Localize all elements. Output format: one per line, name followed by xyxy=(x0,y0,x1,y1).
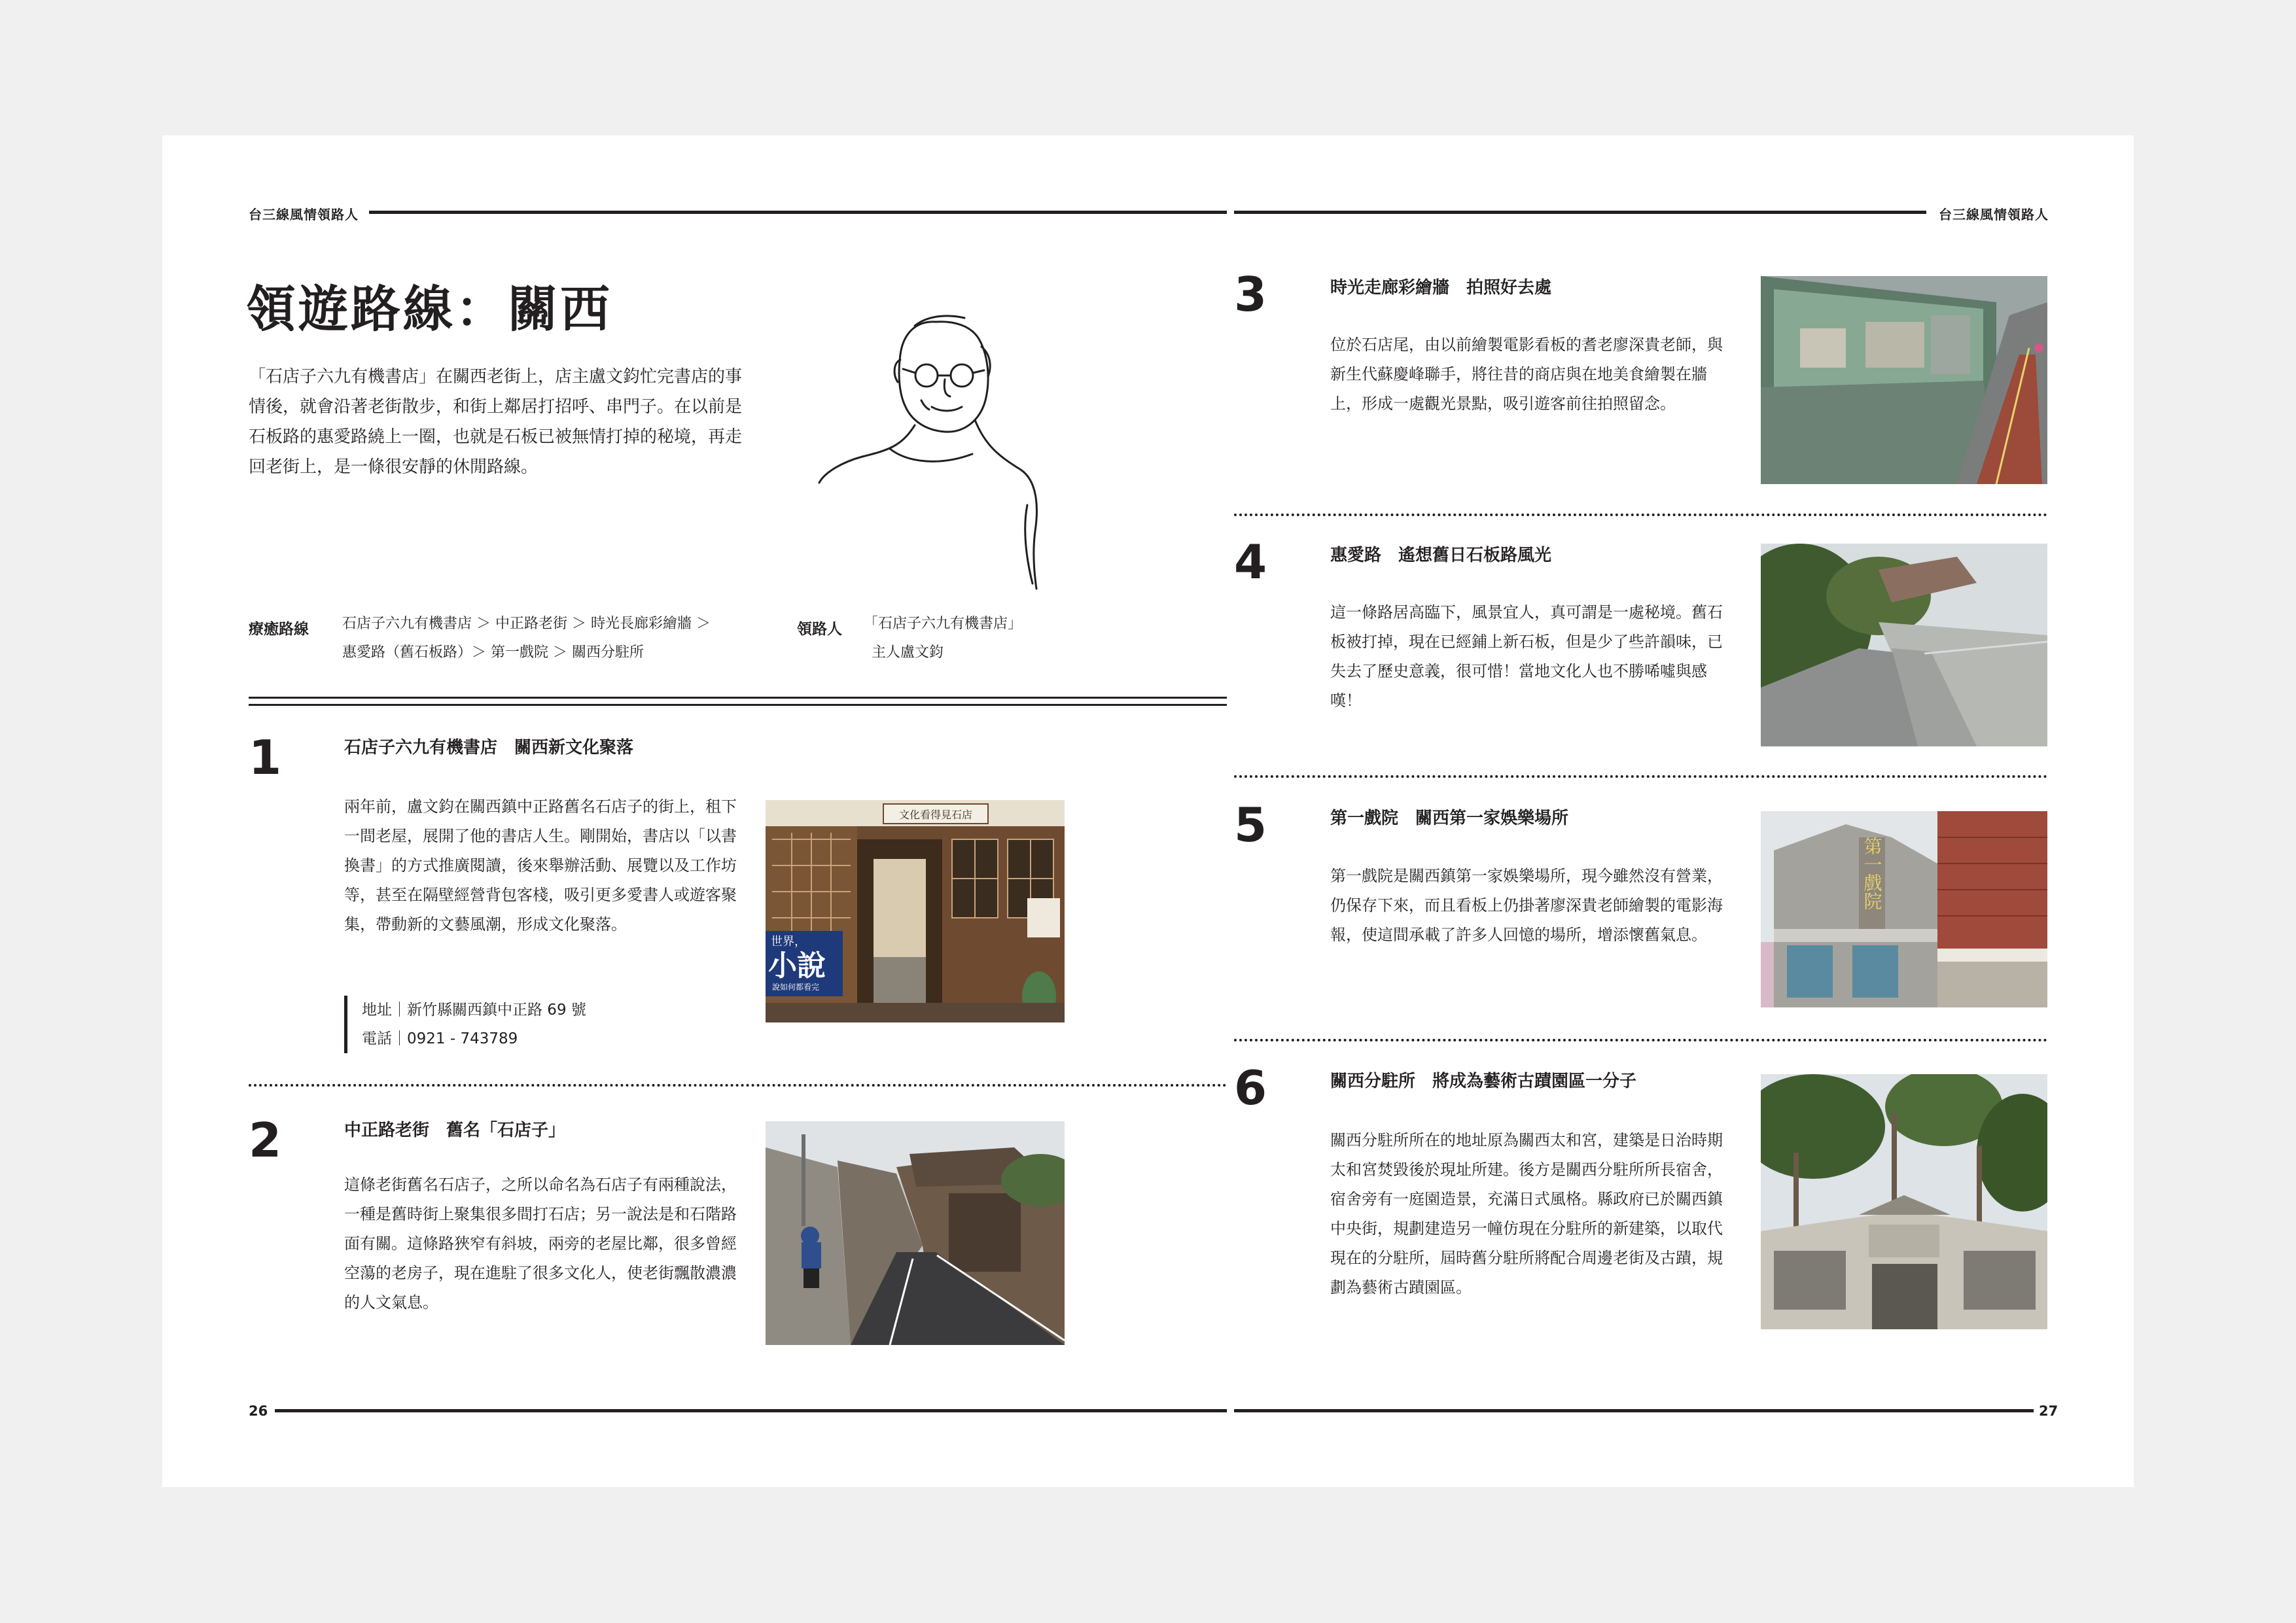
section-3-title: 時光走廊彩繪牆 拍照好去處 xyxy=(1330,278,1552,298)
page-title: 領遊路線：關西 xyxy=(246,280,612,338)
section-divider-5 xyxy=(1234,1039,2047,1041)
route-line-2: 惠愛路（舊石板路）＞ 第一戲院 ＞ 關西分駐所 xyxy=(342,644,644,661)
section-4-number: 4 xyxy=(1234,534,1267,589)
route-double-rule xyxy=(249,697,1227,699)
bookstore-banner-top: 世界， xyxy=(771,935,806,949)
section-6-number: 6 xyxy=(1234,1060,1267,1115)
section-3-number: 3 xyxy=(1234,267,1267,322)
route-label: 療癒路線 xyxy=(249,621,309,638)
section-1-phone: 電話｜0921 - 743789 xyxy=(344,1024,586,1053)
section-5-title: 第一戲院 關西第一家娛樂場所 xyxy=(1330,809,1569,828)
folio-right: 27 xyxy=(2039,1403,2058,1419)
guansi-police-station-photo xyxy=(1761,1074,2047,1329)
section-2-number: 2 xyxy=(249,1113,282,1168)
route-line-1: 石店子六九有機書店 ＞ 中正路老街 ＞ 時光長廊彩繪牆 ＞ xyxy=(342,616,711,632)
mural-wall-photo xyxy=(1761,276,2047,484)
footer-rule-right xyxy=(1234,1409,2034,1412)
running-title-right: 台三線風情領路人 xyxy=(1939,207,2049,222)
huiai-road-photo xyxy=(1761,544,2047,746)
section-1-number: 1 xyxy=(249,730,282,785)
section-1-body: 兩年前，盧文鈞在關西鎮中正路舊名石店子的街上，租下一間老屋，展開了他的書店人生。剛開始，書店以「以書換書」的方式推廣閱讀，後來舉辦活動、展覽以及工作坊等，甚至在隔壁經營背包客棧，吸引更多愛書人或遊客聚集，帶動新的文藝風潮，形成文化聚落。 xyxy=(344,797,737,934)
first-theater-photo xyxy=(1761,811,2047,1007)
section-1-title: 石店子六九有機書店 關西新文化聚落 xyxy=(344,738,634,758)
section-1-address: 地址｜新竹縣關西鎮中正路 69 號 xyxy=(344,996,586,1024)
bookstore-sign-text: 文化看得見石店 xyxy=(898,809,973,821)
section-1-contact xyxy=(344,996,586,1053)
bookstore-banner-small: 說如何都看完 xyxy=(772,983,820,992)
section-3-body: 位於石店尾，由以前繪製電影看板的耆老廖深貴老師，與新生代蘇慶峰聯手，將往昔的商店與在地美食繪製在牆上，形成一處觀光景點，吸引遊客前往拍照留念。 xyxy=(1330,336,1723,413)
section-2-body: 這條老街舊名石店子，之所以命名為石店子有兩種說法，一種是舊時街上聚集很多間打石店；另一說法是和石階路面有關。這條路狹窄有斜坡，兩旁的老屋比鄰，很多曾經空蕩的老房子，現在進駐了很多文化人，使老街飄散濃濃的人文氣息。 xyxy=(344,1176,737,1312)
guide-portrait-sketch xyxy=(817,309,1065,593)
guide-line-2: 主人盧文鈞 xyxy=(872,644,944,661)
header-rule-left xyxy=(369,211,1227,214)
folio-left: 26 xyxy=(249,1403,268,1419)
guide-label: 領路人 xyxy=(797,621,842,638)
section-6-body: 關西分駐所所在的地址原為關西太和宮，建築是日治時期太和宮焚毀後於現址所建。後方是關西分駐所所長宿舍，宿舍旁有一庭園造景，充滿日式風格。縣政府已於關西鎮中央街，規劃建造另一幢仿現在分駐所的新建築，以取代現在的分駐所，屆時舊分駐所將配合周邊老街及古蹟，規劃為藝術古蹟園區。 xyxy=(1330,1131,1723,1297)
section-5-number: 5 xyxy=(1234,797,1267,852)
section-4-title: 惠愛路 遙想舊日石板路風光 xyxy=(1330,546,1552,565)
old-street-photo xyxy=(766,1121,1065,1345)
bookstore-banner-big: 小說 xyxy=(768,949,826,983)
section-6-title: 關西分駐所 將成為藝術古蹟園區一分子 xyxy=(1330,1072,1637,1091)
guide-line-1: 「石店子六九有機書店」 xyxy=(864,616,1023,632)
section-divider-3 xyxy=(1234,514,2047,516)
section-5-body: 第一戲院是關西鎮第一家娛樂場所，現今雖然沒有營業，仍保存下來，而且看板上仍掛著廖深貴老師繪製的電影海報，使這間承載了許多人回憶的場所，增添懷舊氣息。 xyxy=(1330,867,1723,944)
section-4-body: 這一條路居高臨下，風景宜人，真可謂是一處秘境。舊石板被打掉，現在已經鋪上新石板，但是少了些許韻味，已失去了歷史意義，很可惜！當地文化人也不勝唏噓與感嘆！ xyxy=(1330,603,1723,710)
magazine-spread xyxy=(162,135,2134,1487)
bookstore-photo xyxy=(766,800,1065,1022)
section-divider-1 xyxy=(249,1084,1227,1087)
theater-sign-text: 第一戲院 xyxy=(1861,837,1883,910)
section-2-title: 中正路老街 舊名「石店子」 xyxy=(344,1121,566,1140)
footer-rule-left xyxy=(275,1409,1227,1412)
header-rule-right xyxy=(1234,211,1926,214)
section-divider-4 xyxy=(1234,775,2047,778)
running-title-left: 台三線風情領路人 xyxy=(249,207,359,222)
intro-paragraph: 「石店子六九有機書店」在關西老街上，店主盧文鈞忙完書店的事情後，就會沿著老街散步，和街上鄰居打招呼、串門子。在以前是石板路的惠愛路繞上一圈，也就是石板已被無情打掉的秘境，再走回老街上，是一條很安靜的休閒路線。 xyxy=(249,367,743,477)
